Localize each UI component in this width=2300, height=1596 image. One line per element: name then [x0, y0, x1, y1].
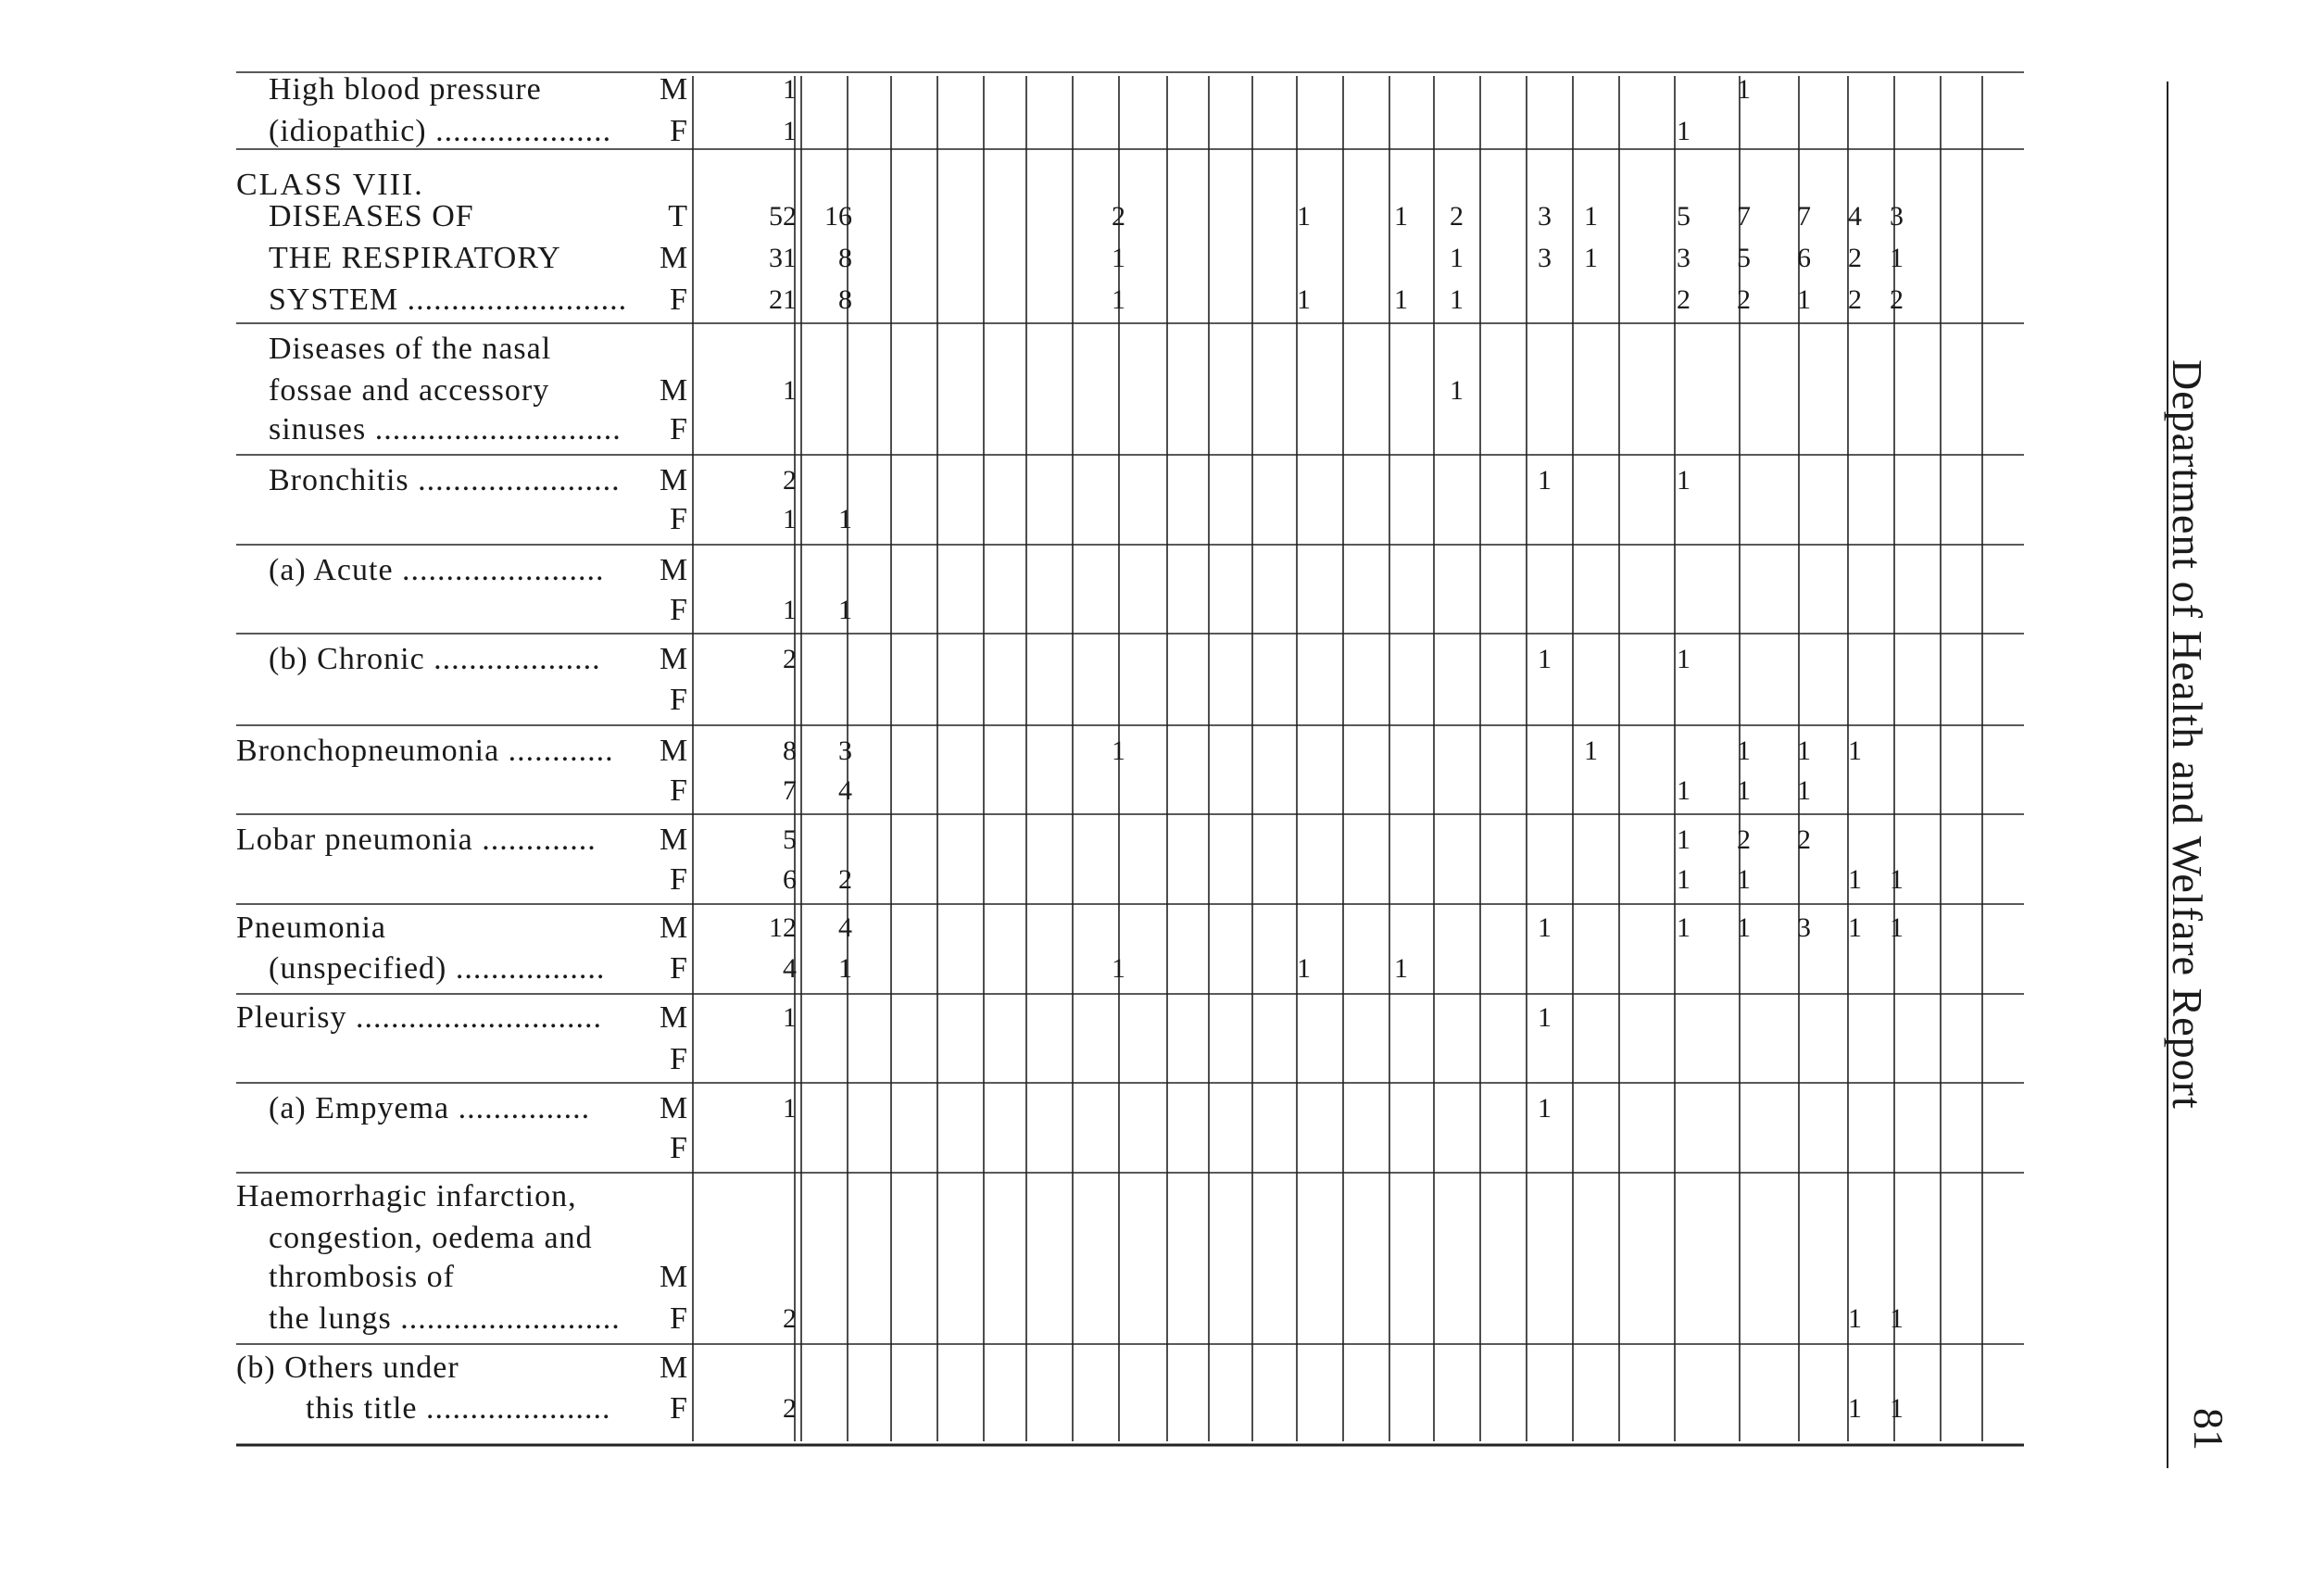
- row-label: (idiopathic) ....................: [269, 114, 612, 148]
- sex-code: F: [670, 502, 687, 536]
- data-cell: 1: [1297, 284, 1311, 315]
- data-cell: 2: [1797, 824, 1811, 855]
- data-cell: 1: [783, 74, 797, 105]
- sex-code: F: [670, 1301, 687, 1336]
- row-label: (unspecified) .................: [269, 951, 606, 986]
- data-cell: 3: [1677, 243, 1690, 273]
- data-cell: 1: [1677, 824, 1690, 855]
- row-label: High blood pressure: [269, 72, 542, 107]
- data-cell: 2: [1890, 284, 1904, 315]
- data-cell: 1: [1584, 243, 1598, 273]
- data-cell: 1: [1677, 775, 1690, 806]
- data-cell: 3: [1538, 201, 1552, 232]
- data-cell: 2: [783, 1393, 797, 1424]
- row-label: Bronchopneumonia ............: [236, 734, 614, 768]
- row-label: Bronchitis .......................: [269, 463, 621, 497]
- row-label: Pneumonia: [236, 911, 386, 945]
- data-cell: 1: [1797, 284, 1811, 315]
- data-cell: 1: [1450, 375, 1464, 406]
- data-cell: 1: [783, 375, 797, 406]
- data-cell: 1: [1112, 953, 1125, 984]
- data-cell: 1: [1394, 953, 1408, 984]
- data-cell: 1: [1848, 864, 1862, 895]
- data-cell: 4: [783, 953, 797, 984]
- data-cell: 1: [1394, 284, 1408, 315]
- data-cell: 5: [783, 824, 797, 855]
- data-cell: 3: [838, 735, 852, 766]
- sex-code: F: [670, 683, 687, 717]
- data-cell: 1: [1737, 775, 1751, 806]
- data-cell: 21: [769, 284, 797, 315]
- data-cell: 2: [1112, 201, 1125, 232]
- data-cell: 1: [1538, 912, 1552, 943]
- data-cell: 1: [783, 116, 797, 146]
- sex-code: F: [670, 862, 687, 897]
- data-cell: 1: [1737, 912, 1751, 943]
- data-cell: 1: [1848, 912, 1862, 943]
- data-cell: 8: [838, 243, 852, 273]
- data-cell: 2: [783, 644, 797, 674]
- running-head: [2163, 359, 2265, 1193]
- sex-code: M: [660, 1260, 688, 1294]
- row-label: (b) Chronic ...................: [269, 642, 601, 676]
- data-cell: 6: [783, 864, 797, 895]
- data-cell: 1: [1677, 465, 1690, 496]
- row-label: (a) Empyema ...............: [269, 1091, 591, 1125]
- data-cell: 1: [1890, 864, 1904, 895]
- data-cell: 1: [1450, 284, 1464, 315]
- sex-code: M: [660, 72, 688, 107]
- data-cell: 1: [1538, 1093, 1552, 1124]
- data-cell: 1: [783, 504, 797, 534]
- page-number: 81: [2185, 1408, 2232, 1451]
- data-cell: 1: [1890, 243, 1904, 273]
- data-cell: 1: [1394, 201, 1408, 232]
- row-label: thrombosis of: [269, 1260, 455, 1294]
- data-cell: 1: [1112, 243, 1125, 273]
- data-cell: 1: [783, 1093, 797, 1124]
- row-label: the lungs .........................: [269, 1301, 621, 1336]
- row-label: Haemorrhagic infarction,: [236, 1179, 577, 1213]
- data-cell: 1: [1737, 864, 1751, 895]
- data-cell: 2: [1737, 824, 1751, 855]
- sex-code: M: [660, 823, 688, 857]
- class-heading: CLASS VIII.: [236, 168, 424, 202]
- sex-code: M: [660, 911, 688, 945]
- data-cell: 7: [1797, 201, 1811, 232]
- sex-code: M: [660, 463, 688, 497]
- data-cell: 1: [1538, 644, 1552, 674]
- data-cell: 4: [838, 912, 852, 943]
- data-cell: 1: [1584, 735, 1598, 766]
- row-label: THE RESPIRATORY: [269, 241, 561, 275]
- row-label: SYSTEM .........................: [269, 283, 628, 317]
- data-cell: 52: [769, 201, 797, 232]
- data-cell: 1: [1112, 284, 1125, 315]
- data-cell: 3: [1797, 912, 1811, 943]
- sex-code: F: [670, 951, 687, 986]
- data-cell: 1: [1677, 644, 1690, 674]
- data-cell: 2: [783, 465, 797, 496]
- sex-code: F: [670, 593, 687, 627]
- sex-code: M: [660, 553, 688, 587]
- data-cell: 1: [1848, 1303, 1862, 1334]
- data-cell: 1: [1890, 1393, 1904, 1424]
- sex-code: F: [670, 114, 687, 148]
- data-cell: 1: [1297, 953, 1311, 984]
- running-head-text: Department of Health and Welfare Report: [2164, 359, 2211, 1110]
- data-cell: 1: [1890, 1303, 1904, 1334]
- sex-code: F: [670, 773, 687, 808]
- data-cell: 7: [1737, 201, 1751, 232]
- data-cell: 2: [1737, 284, 1751, 315]
- data-cell: 6: [1797, 243, 1811, 273]
- sex-code: M: [660, 373, 688, 408]
- data-cell: 7: [783, 775, 797, 806]
- sex-code: F: [670, 1391, 687, 1426]
- data-cell: 1: [1584, 201, 1598, 232]
- data-cell: 1: [1890, 912, 1904, 943]
- data-cell: 3: [1538, 243, 1552, 273]
- data-cell: 1: [838, 595, 852, 625]
- data-cell: 1: [783, 595, 797, 625]
- sex-code: F: [670, 283, 687, 317]
- sex-code: T: [668, 199, 687, 233]
- sex-code: M: [660, 642, 688, 676]
- data-cell: 1: [1737, 735, 1751, 766]
- data-cell: 2: [1677, 284, 1690, 315]
- data-cell: 1: [1450, 243, 1464, 273]
- data-cell: 1: [1677, 864, 1690, 895]
- data-cell: 31: [769, 243, 797, 273]
- data-cell: 1: [1797, 735, 1811, 766]
- data-cell: 8: [838, 284, 852, 315]
- data-cell: 2: [1848, 243, 1862, 273]
- sex-code: F: [670, 1042, 687, 1076]
- data-cell: 5: [1737, 243, 1751, 273]
- sex-code: M: [660, 1000, 688, 1035]
- data-cell: 1: [838, 953, 852, 984]
- data-cell: 1: [1848, 735, 1862, 766]
- row-label: Pleurisy ............................: [236, 1000, 602, 1035]
- row-label: this title .....................: [306, 1391, 611, 1426]
- data-cell: 1: [1112, 735, 1125, 766]
- sex-code: F: [670, 412, 687, 446]
- data-cell: 1: [1797, 775, 1811, 806]
- data-cell: 16: [824, 201, 852, 232]
- data-cell: 8: [783, 735, 797, 766]
- data-cell: 2: [783, 1303, 797, 1334]
- sex-code: M: [660, 1351, 688, 1385]
- sex-code: F: [670, 1131, 687, 1165]
- sex-code: M: [660, 1091, 688, 1125]
- data-cell: 1: [1677, 912, 1690, 943]
- data-cell: 4: [838, 775, 852, 806]
- row-label: sinuses ............................: [269, 412, 622, 446]
- data-cell: 1: [1848, 1393, 1862, 1424]
- data-cell: 3: [1890, 201, 1904, 232]
- sex-code: M: [660, 241, 688, 275]
- data-cell: 1: [838, 504, 852, 534]
- data-cell: 2: [1848, 284, 1862, 315]
- data-cell: 2: [838, 864, 852, 895]
- sex-code: M: [660, 734, 688, 768]
- row-label: (a) Acute .......................: [269, 553, 605, 587]
- data-cell: 4: [1848, 201, 1862, 232]
- data-cell: 2: [1450, 201, 1464, 232]
- data-cell: 1: [783, 1002, 797, 1033]
- row-label: Lobar pneumonia .............: [236, 823, 597, 857]
- data-cell: 1: [1677, 116, 1690, 146]
- data-cell: 1: [1538, 465, 1552, 496]
- row-label: DISEASES OF: [269, 199, 474, 233]
- data-cell: 1: [1538, 1002, 1552, 1033]
- data-cell: 1: [1737, 74, 1751, 105]
- row-label: congestion, oedema and: [269, 1221, 593, 1255]
- row-label: fossae and accessory: [269, 373, 550, 408]
- data-cell: 5: [1677, 201, 1690, 232]
- data-cell: 1: [1297, 201, 1311, 232]
- row-label: (b) Others under: [236, 1351, 459, 1385]
- data-cell: 12: [769, 912, 797, 943]
- row-label: Diseases of the nasal: [269, 332, 552, 366]
